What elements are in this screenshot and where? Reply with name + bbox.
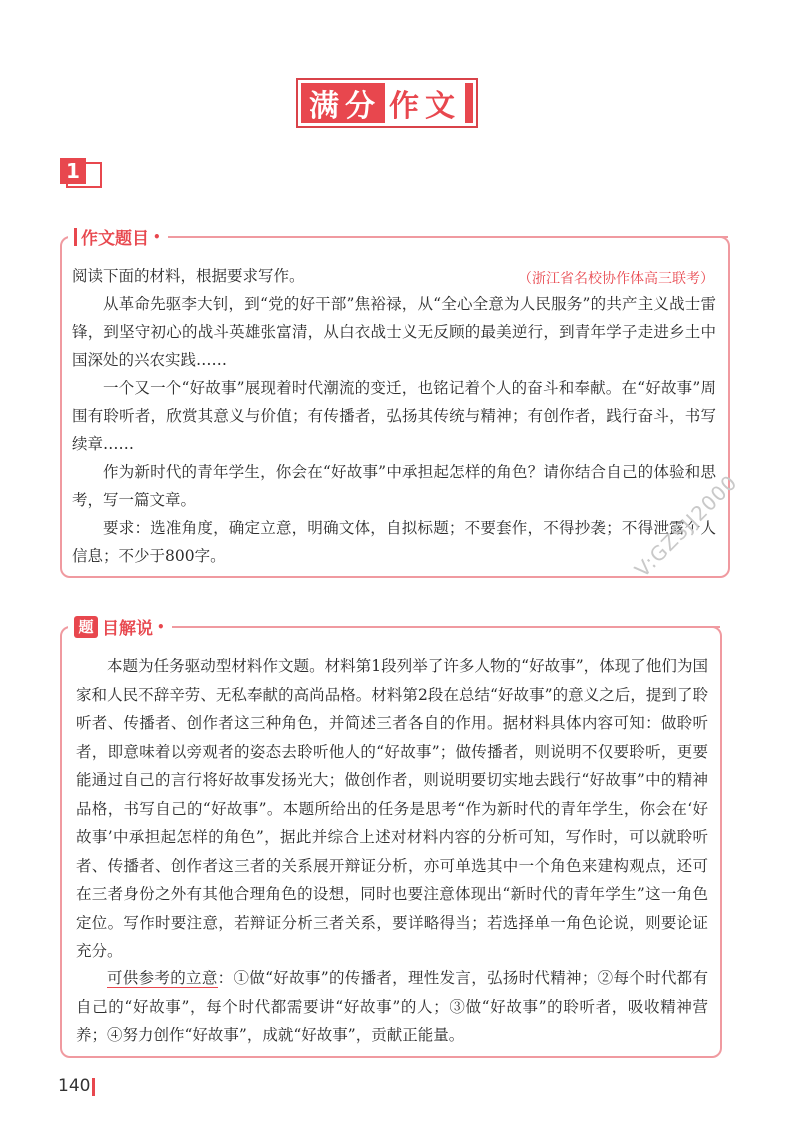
prompt-para-2: 一个又一个“好故事”展现着时代潮流的变迁，也铭记着个人的奋斗和奉献。在“好故事”周围有聆听者，欣赏其意义与价值；有传播者，弘扬其传统与精神；有创作者，践行奋斗，书写续章…… [72,379,716,453]
essay-prompt-panel [60,229,730,578]
essay-prompt-heading: 作文题目 • [68,224,168,249]
watermark: V:GZSJJ2000 [630,469,742,582]
title-part2: 作文 [385,81,465,125]
title-part1: 满分 [309,89,381,124]
analysis-panel [60,617,722,1058]
reference-label: 可供参考的立意 [107,969,218,987]
prompt-para-4: 要求：选准角度，确定立意，明确文体，自拟标题；不要套作，不得抄袭；不得泄露个人信息；不少于800字。 [72,519,716,565]
page-title [296,78,478,128]
page-number: 140 [58,1076,91,1096]
analysis-heading: 题 目解说 • [68,614,172,639]
essay-prompt-heading-text: 作文题目 [81,229,149,249]
analysis-para-1: 本题为任务驱动型材料作文题。材料第1段列举了许多人物的“好故事”，体现了他们为国家和人民不辞辛劳、无私奉献的高尚品格。材料第2段在总结“好故事”的意义之后，提到了聆听者、传播者、创作者这三种角色，并简述三者各自的作用。据材料具体内容可知：做聆听者，即意味着以旁观者的姿态去聆听他人的“好故事”；做传播者，则说明不仅要聆听，更要能通过自己的言行将好故事发扬光大；做创作者，则说明要切实地去践行“好故事”中的精神品格，书写自己的“好故事”。本题所给出的任务是思考“作为新时代的青年学生，你会在‘好故事’中承担起怎样的角色”，据此并综合上述对材料内容的分析可知，写作时，可以就聆听者、传播者、创作者这三者的关系展开辩证分析，亦可单选其中一个角色来建构观点，还可在三者身份之外有其他合理角色的设想，同时也要注意体现出“新时代的青年学生”这一角色定位。写作时要注意，若辩证分析三者关系，要详略得当；若选择单一角色论说，则要论证充分。 [76,657,708,960]
prompt-source: （浙江省名校协作体高三联考） [518,271,714,287]
analysis-reference [76,964,708,1050]
essay-number: 1 [60,158,86,184]
prompt-intro: 阅读下面的材料，根据要求写作。 [72,267,305,285]
prompt-para-1: 从革命先驱李大钊，到“党的好干部”焦裕禄，从“全心全意为人民服务”的共产主义战士雷锋，到坚守初心的战斗英雄张富清，从白衣战士义无反顾的最美逆行，到青年学子走进乡土中国深处的兴农实践…… [72,295,716,369]
page-number-bar [92,1078,95,1096]
essay-number-badge [60,158,104,192]
analysis-heading-text: 目解说 [102,619,153,639]
reference-text: ：①做“好故事”的传播者，理性发言，弘扬时代精神；②每个时代都有自己的“好故事”，每个时代都需要讲“好故事”的人；③做“好故事”的聆听者，吸收精神营养；④努力创作“好故事”，成就“好故事”，贡献正能量。 [76,969,708,1044]
prompt-para-3: 作为新时代的青年学生，你会在“好故事”中承担起怎样的角色？请你结合自己的体验和思考，写一篇文章。 [72,463,716,509]
analysis-heading-icon: 题 [74,616,98,638]
